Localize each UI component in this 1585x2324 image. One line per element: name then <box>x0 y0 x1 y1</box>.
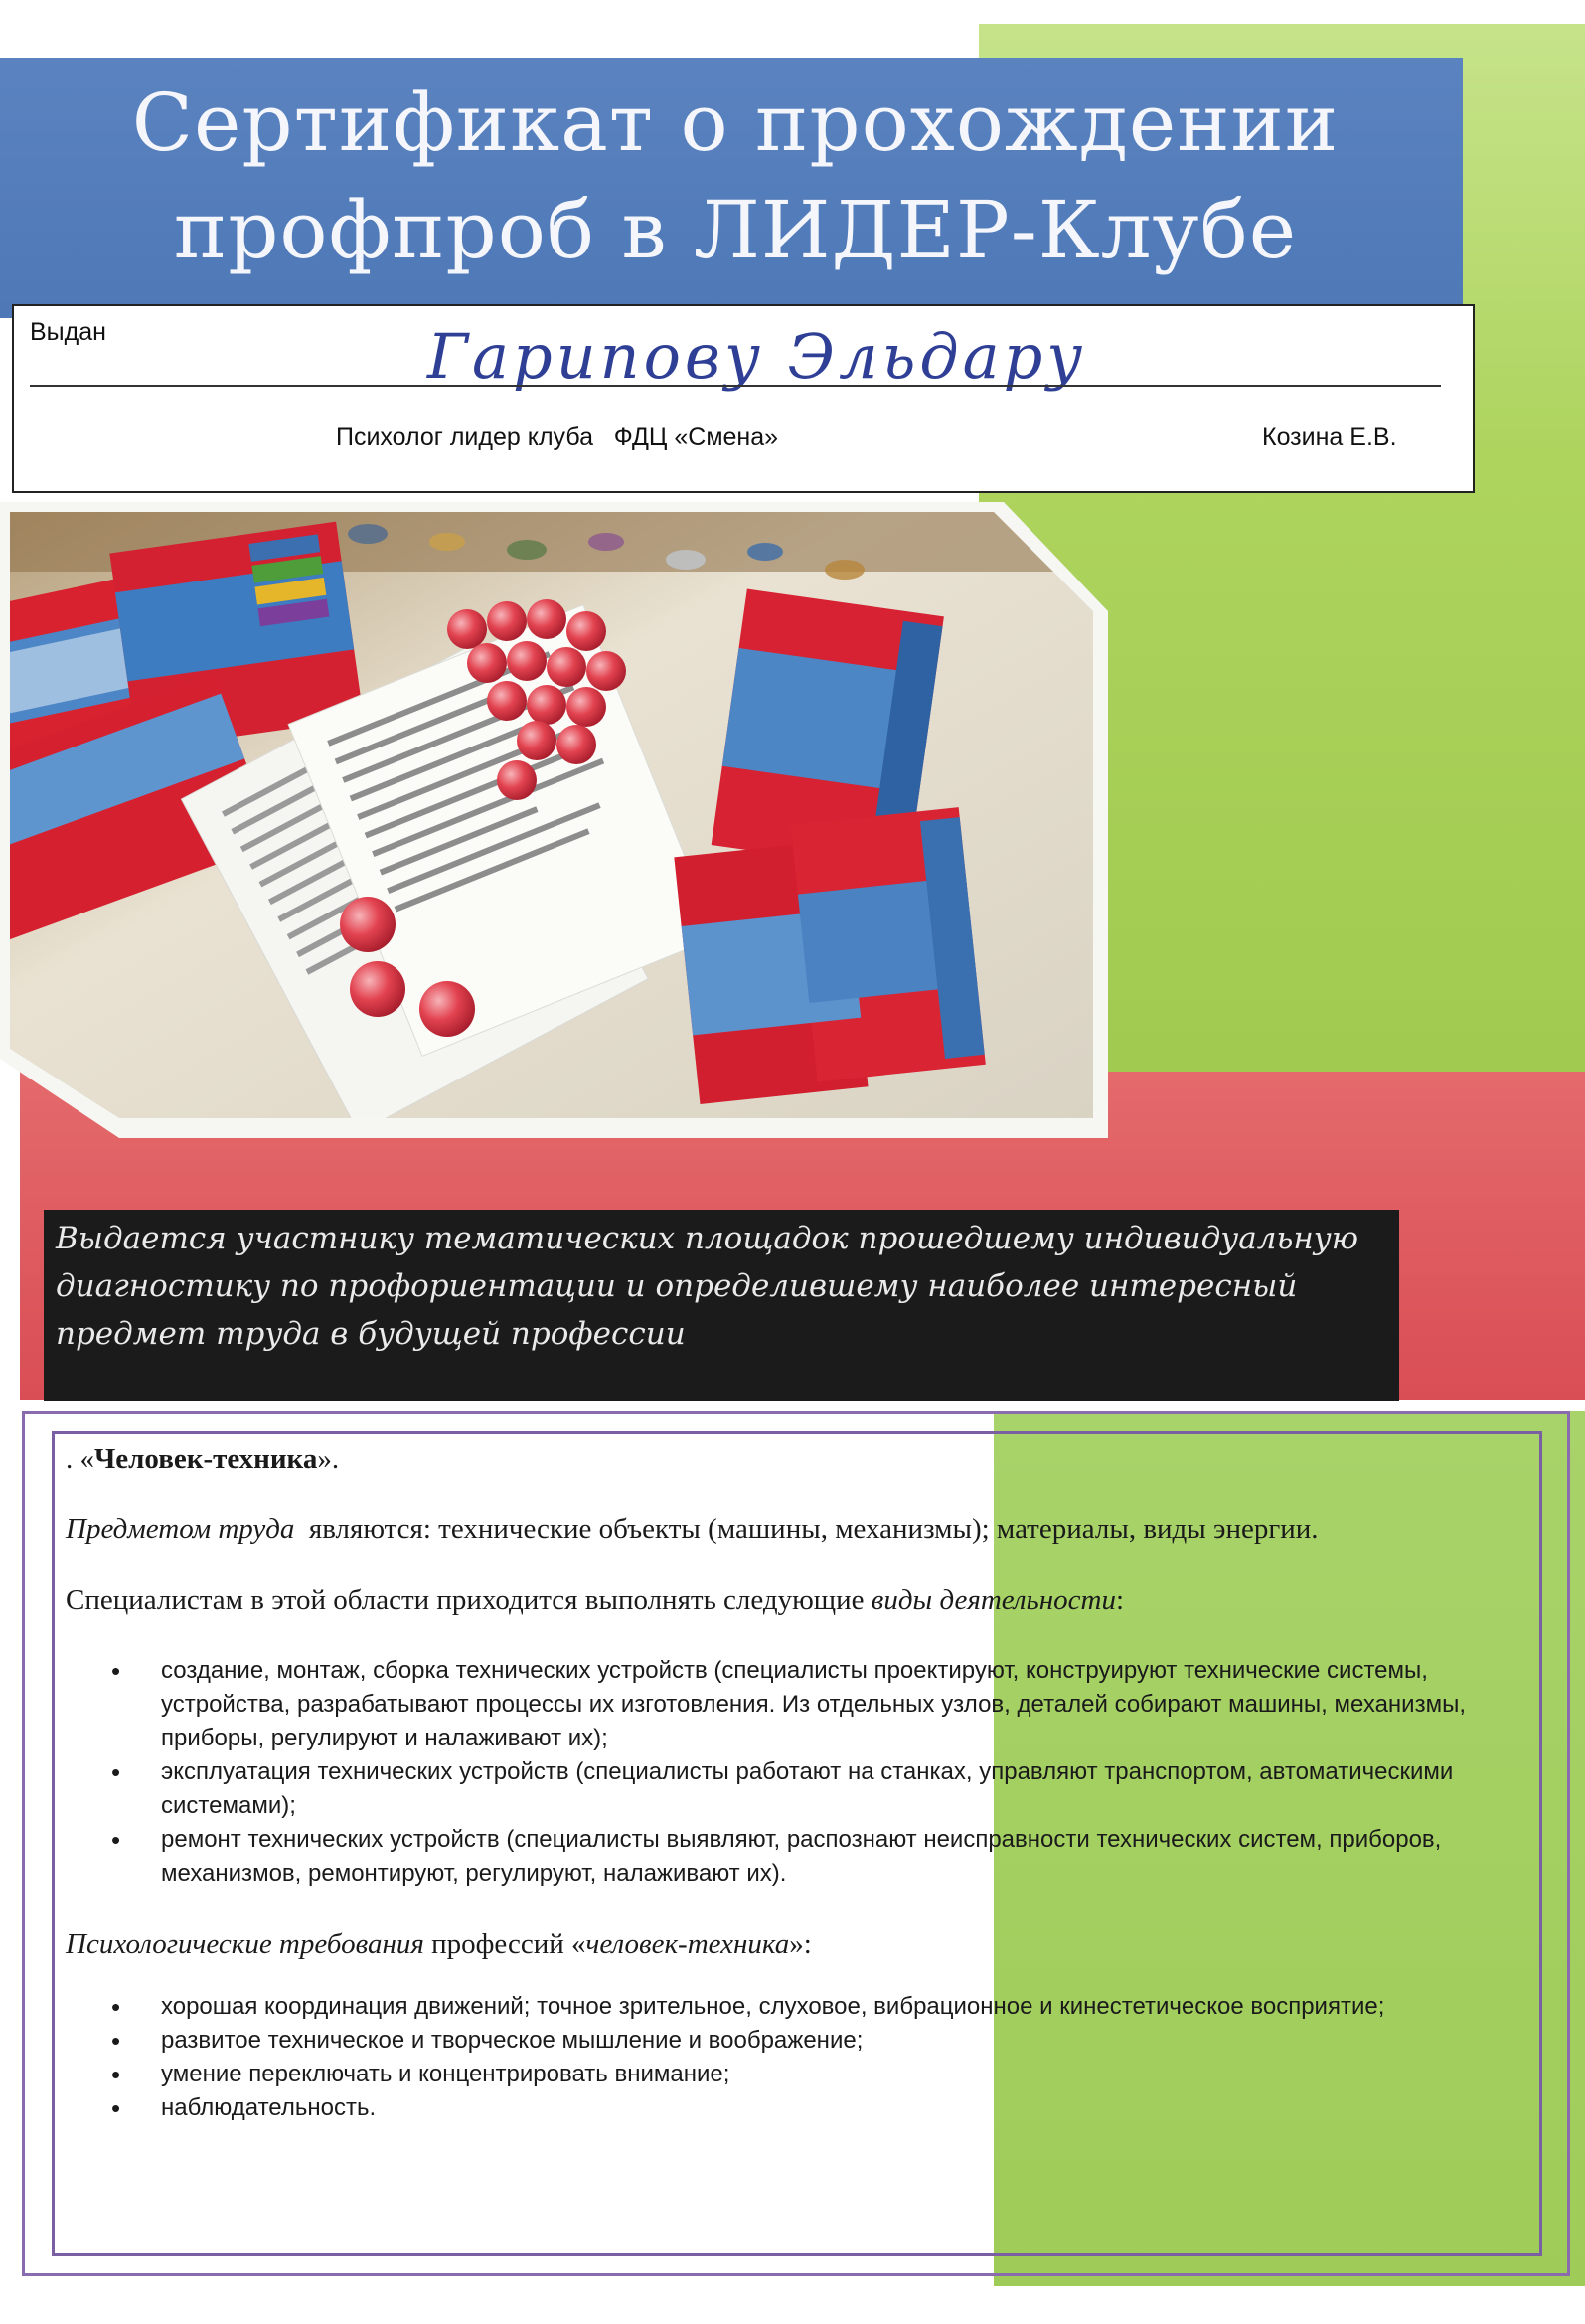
activities-italic: виды деятельности <box>871 1584 1116 1616</box>
requirements-italic: Психологические требования <box>66 1928 424 1960</box>
requirements-end: »: <box>789 1928 812 1960</box>
activities-intro <box>66 1582 1536 1618</box>
photo-image <box>10 512 1093 1118</box>
signer-role: Психолог лидер клуба ФДЦ «Смена» <box>336 423 779 451</box>
subject-of-work <box>66 1511 1536 1547</box>
issued-label: Выдан <box>30 318 106 346</box>
title-line-2: профпроб в ЛИДЕР-Клубе <box>173 184 1298 276</box>
list-item: • создание, монтаж, сборка технических устройств (специалисты проектируют, конструируют технические системы, устройства, разрабатывают процессы их изготовления. Из отдельных узлов, деталей собирают машины, механизмы, приборы, регулируют и налаживают их); <box>66 1654 1536 1755</box>
subject-italic: Предметом труда <box>66 1513 295 1545</box>
activities-intro-text: Специалистам в этой области приходится выполнять следующие <box>66 1584 872 1616</box>
photo-of-brochures-and-badges-icon <box>10 512 1093 1118</box>
requirements-mid: профессий « <box>423 1928 586 1960</box>
requirements-list <box>66 1990 1536 2125</box>
issued-underline <box>30 385 1441 387</box>
requirements-italic-2: человек-техника <box>585 1928 790 1960</box>
list-item: • ремонт технических устройств (специалисты выявляют, распознают неисправности технических систем, приборов, механизмов, ремонтируют, регулируют, налаживают их). <box>66 1823 1536 1891</box>
title-line-1: Сертификат о прохождении <box>131 77 1340 169</box>
subject-rest: являются: технические объекты (машины, механизмы); материалы, виды энергии. <box>294 1513 1319 1545</box>
heading-suffix: ». <box>317 1443 340 1475</box>
profession-heading <box>66 1441 1536 1477</box>
list-item: • развитое техническое и творческое мышление и воображение; <box>66 2024 1536 2058</box>
list-item: • хорошая координация движений; точное зрительное, слуховое, вибрационное и кинестетическое восприятие; <box>66 1990 1536 2024</box>
certificate-title <box>20 70 1451 284</box>
requirements-heading <box>66 1926 1536 1962</box>
list-item: • эксплуатация технических устройств (специалисты работают на станках, управляют транспортом, автоматическими системами); <box>66 1755 1536 1823</box>
heading-bold: Человек-техника <box>94 1443 318 1475</box>
list-item: • умение переключать и концентрировать внимание; <box>66 2058 1536 2091</box>
heading-prefix: . « <box>66 1443 94 1475</box>
activities-list <box>66 1654 1536 1891</box>
profession-info <box>66 1439 1536 2125</box>
activities-end: : <box>1115 1584 1125 1616</box>
recipient-signature: Гарипову Эльдару <box>427 320 1087 393</box>
signer-name: Козина Е.В. <box>1262 423 1397 451</box>
list-item: • наблюдательность. <box>66 2091 1536 2125</box>
certificate-description: Выдается участнику тематических площадок прошедшему индивидуальную диагностику по профориентации и определившему наиболее интересный предмет труда в будущей профессии <box>56 1221 1359 1352</box>
